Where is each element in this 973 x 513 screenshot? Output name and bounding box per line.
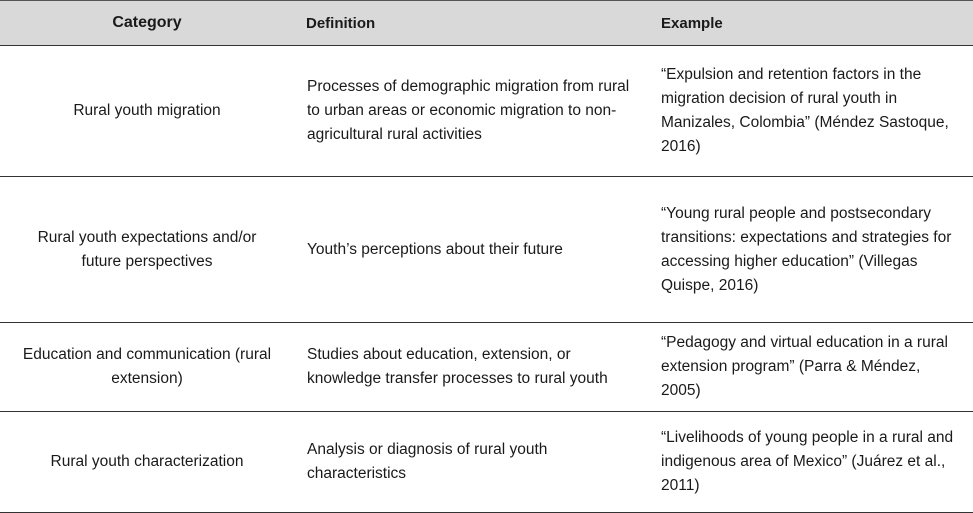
table-row	[0, 46, 973, 177]
table-row	[0, 412, 973, 513]
definition-cell: Youth’s perceptions about their future	[294, 177, 647, 323]
example-cell: “Livelihoods of young people in a rural and indigenous area of Mexico” (Juárez et al., 2011)	[647, 412, 973, 513]
example-cell: “Pedagogy and virtual education in a rural extension program” (Parra & Méndez, 2005)	[647, 323, 973, 412]
definition-cell: Processes of demographic migration from rural to urban areas or economic migration to non-agricultural rural activities	[294, 46, 647, 177]
header-definition: Definition	[294, 1, 647, 46]
header-example: Example	[647, 1, 973, 46]
definition-cell: Studies about education, extension, or knowledge transfer processes to rural youth	[294, 323, 647, 412]
header-category: Category	[0, 1, 294, 46]
category-cell: Rural youth expectations and/or future perspectives	[0, 177, 294, 323]
example-cell: “Expulsion and retention factors in the migration decision of rural youth in Manizales, Colombia” (Méndez Sastoque, 2016)	[647, 46, 973, 177]
header-row	[0, 1, 973, 46]
category-cell: Rural youth characterization	[0, 412, 294, 513]
definition-cell: Analysis or diagnosis of rural youth characteristics	[294, 412, 647, 513]
category-cell: Education and communication (rural extension)	[0, 323, 294, 412]
table-row	[0, 177, 973, 323]
category-cell: Rural youth migration	[0, 46, 294, 177]
example-cell: “Young rural people and postsecondary transitions: expectations and strategies for accessing higher education” (Villegas Quispe, 2016)	[647, 177, 973, 323]
table-row	[0, 323, 973, 412]
